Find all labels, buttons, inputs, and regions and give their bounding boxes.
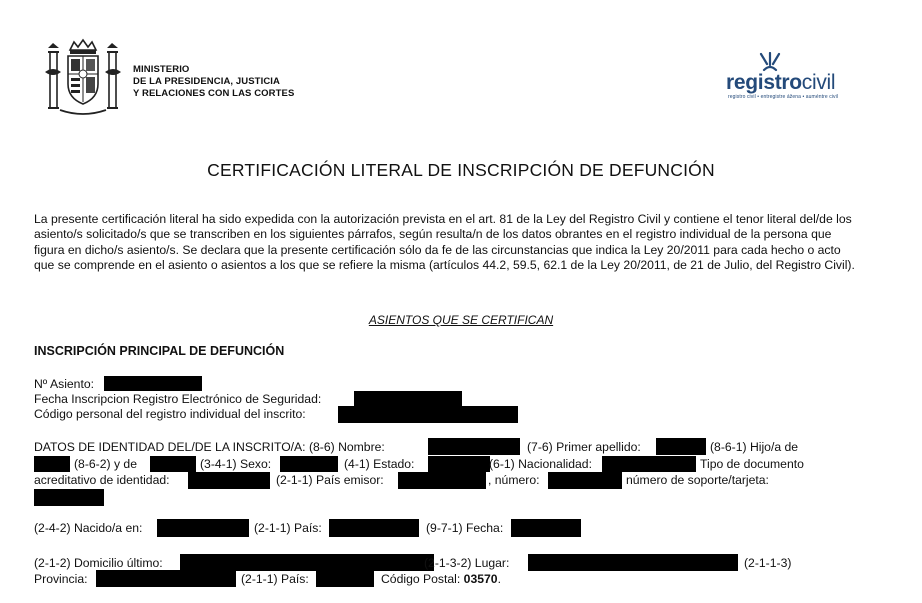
domicilio-label-pais: (2-1-1) País: [241,572,309,586]
section-heading: ASIENTOS QUE SE CERTIFICAN [368,313,554,327]
redacted-block [528,554,738,571]
redacted-block [398,472,486,489]
identidad-label-estado: (4-1) Estado: [344,457,415,471]
redacted-block [157,519,249,537]
identidad-label-acreditativo: acreditativo de identidad: [34,473,170,487]
document-title: CERTIFICACIÓN LITERAL DE INSCRIPCIÓN DE DEFUNCIÓN [207,160,715,180]
asiento-label: Nº Asiento: [34,377,95,391]
ministry-name [133,64,294,100]
redacted-block [280,456,338,472]
logo-word-bold: registro [726,71,802,94]
postal-code-value: 03570 [463,572,498,586]
identidad-label-y-de: (8-6-2) y de [74,457,137,471]
identidad-label-hijo: (8-6-1) Hijo/a de [710,440,799,454]
redacted-block [602,456,696,472]
logo-tagline: registro civil • entregistre ážena • auméntre civil [728,94,839,100]
postal-code-label: Código Postal: [381,572,461,586]
redacted-block [34,489,104,506]
domicilio-label-lugar: (2-1-3-2) Lugar: [424,556,510,570]
ministry-line-1: MINISTERIO [133,64,190,75]
ministry-line-2: DE LA PRESIDENCIA, JUSTICIA [133,76,280,87]
redacted-block [34,456,70,472]
ministry-line-3: Y RELACIONES CON LAS CORTES [133,88,295,99]
postal-code-end: . [497,572,501,586]
nacido-label-pais: (2-1-1) País: [254,521,322,535]
redacted-block [656,438,706,455]
intro-paragraph: La presente certificación literal ha sido expedida con la autorización prevista en el art. 81 de la Ley del Registro Civil y contiene el tenor literal del/de los asiento/s solicitado/s que se transcriben en los siguientes párrafos, según resulta/n de los datos obrantes en el registro individual de la persona que figura en dicho/s asiento/s. Se declara que la presente certificación sólo da fe de las circunstancias que indica la Ley 20/2011 para cada hecho o acto que se comprende en el asiento o asientos a los que se refiere la misma (artículos 44.2, 59.5, 62.1 de la Ley 20/2011, de 21 de Julio, del Registro Civil). [34,212,855,272]
identidad-label-tipo-doc: Tipo de documento [700,457,804,471]
redacted-block [428,438,520,455]
redacted-block [150,456,196,472]
redacted-block [188,472,270,489]
registro-civil-logo [724,52,854,108]
domicilio-label-provincia: Provincia: [34,572,88,586]
identidad-label-pais-emisor: (2-1-1) País emisor: [276,473,384,487]
redacted-block [354,391,462,406]
identidad-label-sexo: (3-4-1) Sexo: [200,457,272,471]
registro-civil-mark-icon [758,52,782,72]
logo-word-light: civil [801,71,836,94]
redacted-block [180,554,434,571]
nacido-label-fecha: (9-7-1) Fecha: [426,521,504,535]
redacted-block [511,519,581,537]
domicilio-label-code: (2-1-1-3) [744,556,792,570]
identidad-label-nacionalidad: (6-1) Nacionalidad: [489,457,592,471]
redacted-block [548,472,622,489]
domicilio-label: (2-1-2) Domicilio último: [34,556,163,570]
identidad-label-soporte: número de soporte/tarjeta: [626,473,769,487]
identidad-label-nombre: DATOS DE IDENTIDAD DEL/DE LA INSCRITO/A: (8-6) Nombre: [34,440,385,454]
redacted-block [316,570,374,587]
identidad-label-numero: , número: [488,473,540,487]
redacted-block [428,456,490,472]
domicilio-postal-code [381,572,501,587]
codigo-label: Código personal del registro individual del inscrito: [34,407,306,421]
registro-civil-wordmark [726,71,835,95]
redacted-block [329,519,419,537]
redacted-block [104,376,202,391]
redacted-block [338,406,518,423]
redacted-block [96,570,236,587]
coat-of-arms-icon [40,38,126,120]
main-heading: INSCRIPCIÓN PRINCIPAL DE DEFUNCIÓN [34,344,285,358]
nacido-label: (2-4-2) Nacido/a en: [34,521,143,535]
identidad-label-apellido: (7-6) Primer apellido: [527,440,641,454]
fecha-label: Fecha Inscripcion Registro Electrónico de Seguridad: [34,392,322,406]
